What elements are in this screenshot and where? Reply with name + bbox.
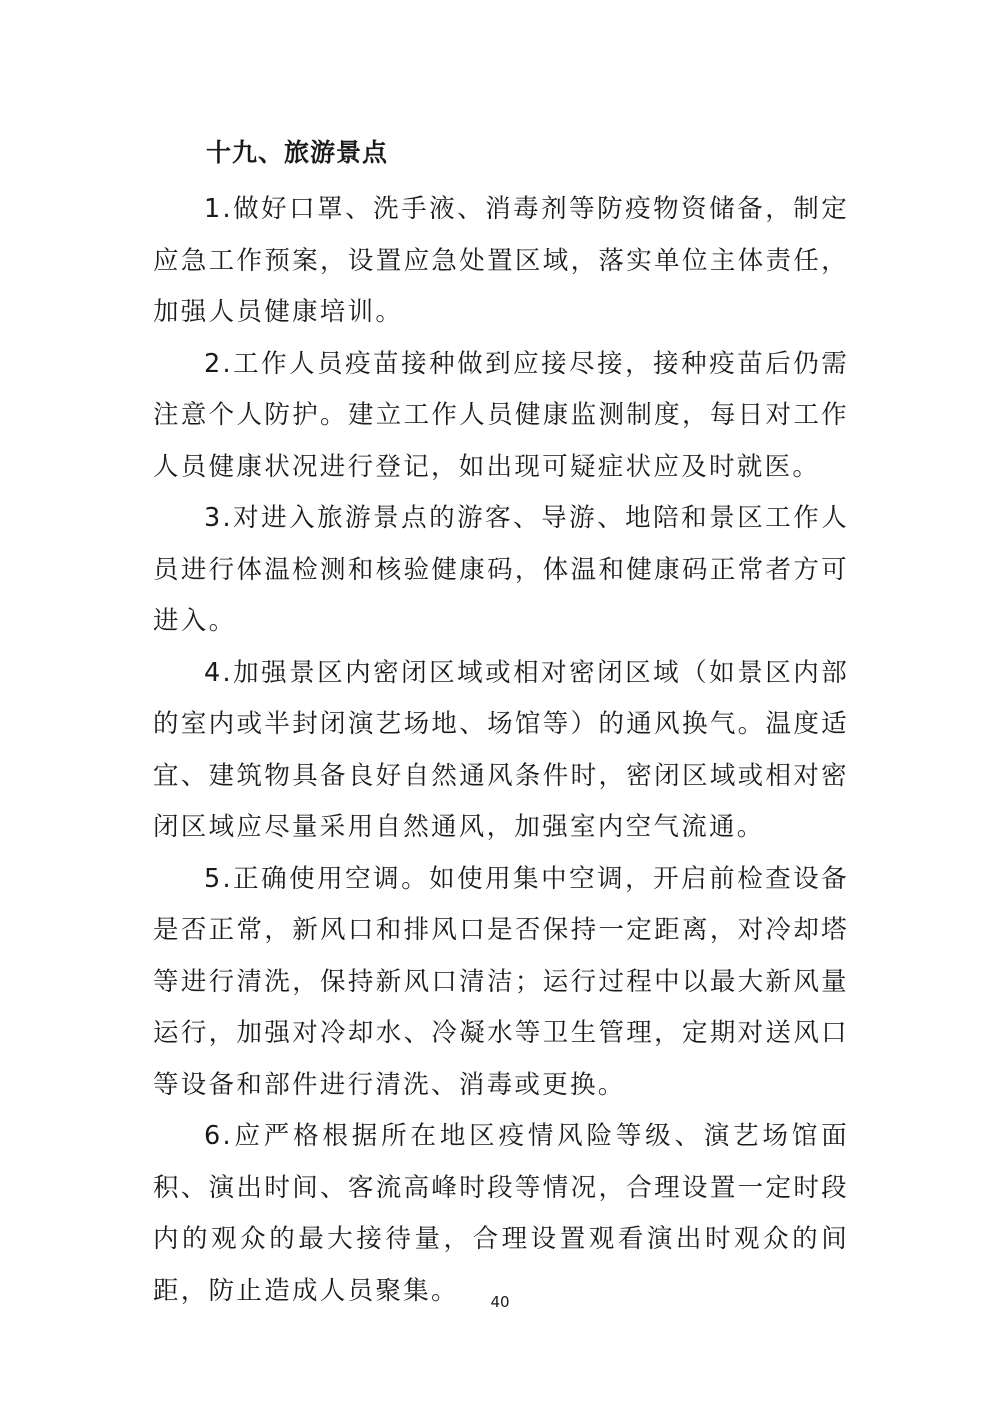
paragraph-3: 3.对进入旅游景点的游客、导游、地陪和景区工作人员进行体温检测和核验健康码，体温和健康码正常者方可进入。: [153, 503, 849, 636]
paragraph-4: 4.加强景区内密闭区域或相对密闭区域（如景区内部的室内或半封闭演艺场地、场馆等）的通风换气。温度适宜、建筑物具备良好自然通风条件时，密闭区域或相对密闭区域应尽量采用自然通风，加强室内空气流通。: [153, 657, 849, 842]
paragraph-1: 1.做好口罩、洗手液、消毒剂等防疫物资储备，制定应急工作预案，设置应急处置区域，落实单位主体责任，加强人员健康培训。: [153, 194, 849, 327]
paragraph-5: 5.正确使用空调。如使用集中空调，开启前检查设备是否正常，新风口和排风口是否保持一定距离，对冷却塔等进行清洗，保持新风口清洁；运行过程中以最大新风量运行，加强对冷却水、冷凝水等卫生管理，定期对送风口等设备和部件进行清洗、消毒或更换。: [153, 863, 849, 1100]
paragraph-2: 2.工作人员疫苗接种做到应接尽接，接种疫苗后仍需注意个人防护。建立工作人员健康监测制度，每日对工作人员健康状况进行登记，如出现可疑症状应及时就医。: [153, 348, 849, 482]
paragraph-6: 6.应严格根据所在地区疫情风险等级、演艺场馆面积、演出时间、客流高峰时段等情况，合理设置一定时段内的观众的最大接待量，合理设置观看演出时观众的间距，防止造成人员聚集。: [153, 1121, 849, 1306]
page-number: 40: [490, 1293, 510, 1311]
section-body: [153, 184, 849, 1317]
section-heading: 十九、旅游景点: [206, 138, 389, 167]
